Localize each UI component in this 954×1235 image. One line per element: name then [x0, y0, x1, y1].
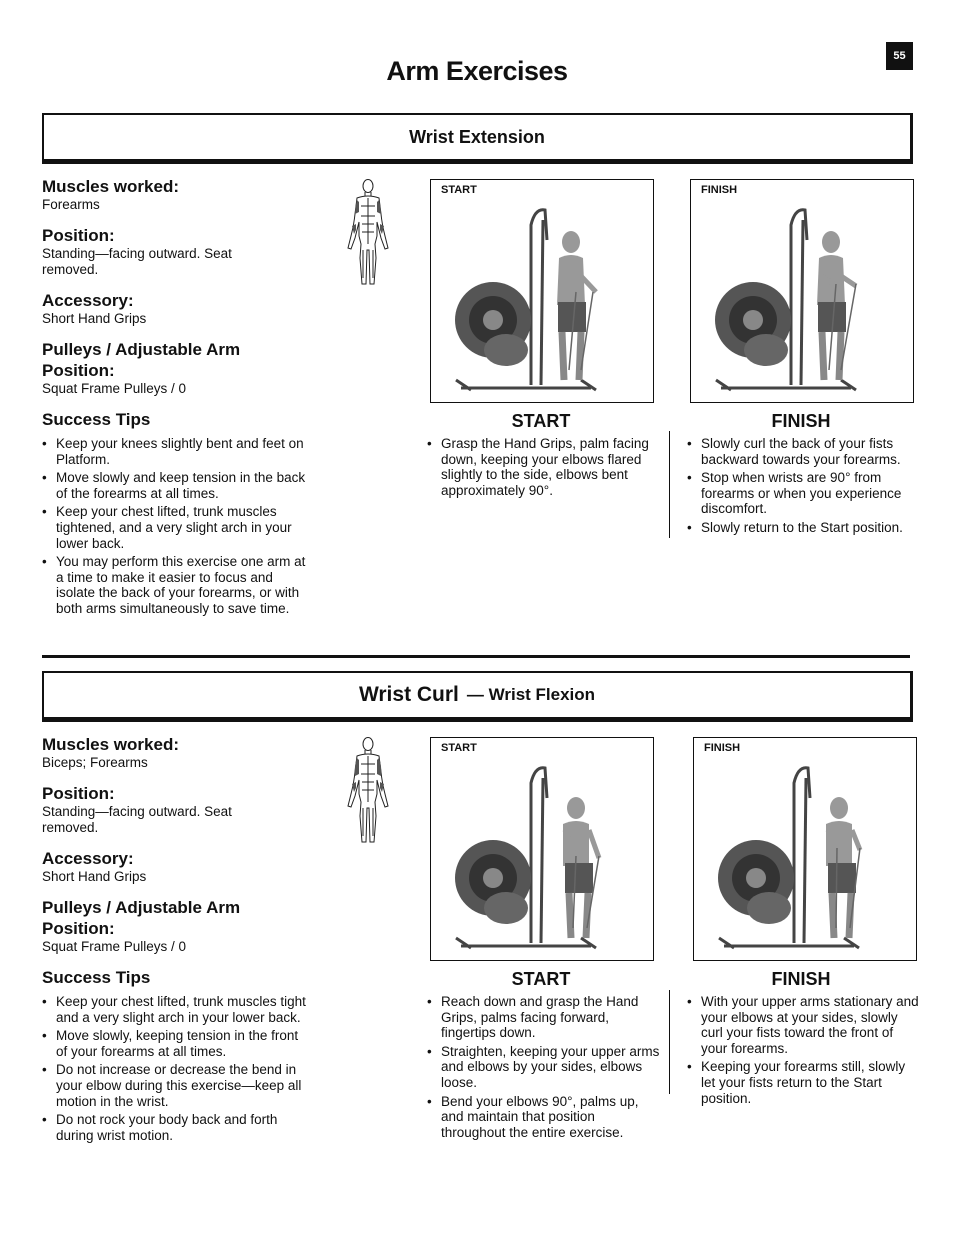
step-item: • Keeping your forearms still, slowly let your fists return to the Start position. — [701, 1059, 921, 1106]
photo-caption: FINISH — [701, 184, 738, 196]
tip-item: • Move slowly, keeping tension in the front of your forearms at all times. — [56, 1028, 312, 1059]
success-tips-label: Success Tips — [42, 968, 151, 987]
start-photo-2 — [430, 737, 654, 961]
step-item: • With your upper arms stationary and your elbows at your sides, slowly curl your fists toward the front of your forearms. — [701, 994, 921, 1056]
position-label: Position: — [42, 226, 115, 245]
step-item: • Straighten, keeping your upper arms and elbows by your sides, elbows loose. — [441, 1044, 661, 1091]
finish-steps-list — [687, 994, 921, 1109]
start-steps-list — [427, 436, 661, 501]
page-title: Arm Exercises — [386, 56, 568, 86]
success-tips-list — [42, 994, 312, 1143]
start-heading: START — [511, 969, 571, 989]
position-value: Standing—facing outward. Seat removed. — [42, 804, 232, 835]
section-subtitle: — Wrist Flexion — [466, 685, 596, 704]
muscle-diagram-figure — [341, 736, 395, 846]
start-photo-1 — [430, 179, 654, 403]
pulleys-value: Squat Frame Pulleys / 0 — [42, 939, 187, 954]
section-header-wrist-extension — [42, 113, 913, 164]
tip-item: • Move slowly and keep tension in the back of the forearms at all times. — [56, 470, 312, 501]
finish-heading: FINISH — [771, 411, 831, 431]
muscles-label: Muscles worked: — [42, 177, 179, 196]
start-heading: START — [511, 411, 571, 431]
muscles-value: Biceps; Forearms — [42, 755, 148, 770]
pulleys-label: Pulleys / Adjustable Arm Position: — [42, 898, 241, 938]
tip-item: • Do not rock your body back and forth during wrist motion. — [56, 1112, 312, 1143]
section-divider — [42, 655, 910, 658]
accessory-value: Short Hand Grips — [42, 869, 147, 884]
start-steps-list — [427, 994, 661, 1143]
tip-item: • Keep your chest lifted, trunk muscles tightened, and a very slight arch in your lower back. — [56, 504, 312, 551]
accessory-value: Short Hand Grips — [42, 311, 147, 326]
step-item: • Bend your elbows 90°, palms up, and maintain that position throughout the entire exercise. — [441, 1094, 661, 1141]
success-tips-list — [42, 436, 312, 617]
step-item: • Grasp the Hand Grips, palm facing down, keeping your elbows flared slightly to the side, elbows bent approximately 90°. — [441, 436, 661, 498]
photo-caption: START — [441, 742, 477, 754]
page-number: 55 — [886, 42, 913, 70]
machine-illustration — [431, 180, 653, 402]
success-tips-label: Success Tips — [42, 410, 151, 429]
tip-item: • Do not increase or decrease the bend in your elbow during this exercise—keep all motion in the wrist. — [56, 1062, 312, 1109]
pulleys-value: Squat Frame Pulleys / 0 — [42, 381, 187, 396]
muscles-label: Muscles worked: — [42, 735, 179, 754]
accessory-label: Accessory: — [42, 291, 134, 310]
column-divider — [669, 990, 670, 1094]
pulleys-label: Pulleys / Adjustable Arm Position: — [42, 340, 241, 380]
position-label: Position: — [42, 784, 115, 803]
photo-caption: START — [441, 184, 477, 196]
tip-item: • You may perform this exercise one arm at a time to make it easier to focus and isolate the back of your forearms, or with both arms simultaneously to save time. — [56, 554, 312, 616]
step-item: • Stop when wrists are 90° from forearms or when you experience discomfort. — [701, 470, 921, 517]
photo-caption: FINISH — [704, 742, 741, 754]
muscles-value: Forearms — [42, 197, 100, 212]
section-title: Wrist Curl — [358, 683, 459, 706]
exercise-details-2 — [42, 734, 312, 1146]
machine-illustration — [694, 738, 916, 960]
section-title: Wrist Extension — [409, 126, 545, 147]
step-item: • Reach down and grasp the Hand Grips, palms facing forward, fingertips down. — [441, 994, 661, 1041]
exercise-details-1 — [42, 176, 312, 620]
finish-photo-2 — [693, 737, 917, 961]
machine-illustration — [431, 738, 653, 960]
finish-photo-1 — [690, 179, 914, 403]
finish-heading: FINISH — [771, 969, 831, 989]
accessory-label: Accessory: — [42, 849, 134, 868]
tip-item: • Keep your chest lifted, trunk muscles tight and a very slight arch in your lower back. — [56, 994, 312, 1025]
column-divider — [669, 431, 670, 538]
muscle-diagram-figure — [341, 178, 395, 288]
machine-illustration — [691, 180, 913, 402]
tip-item: • Keep your knees slightly bent and feet on Platform. — [56, 436, 312, 467]
step-item: • Slowly return to the Start position. — [701, 520, 921, 536]
step-item: • Slowly curl the back of your fists backward towards your forearms. — [701, 436, 921, 467]
section-header-wrist-curl — [42, 671, 913, 722]
finish-steps-list — [687, 436, 921, 539]
position-value: Standing—facing outward. Seat removed. — [42, 246, 232, 277]
